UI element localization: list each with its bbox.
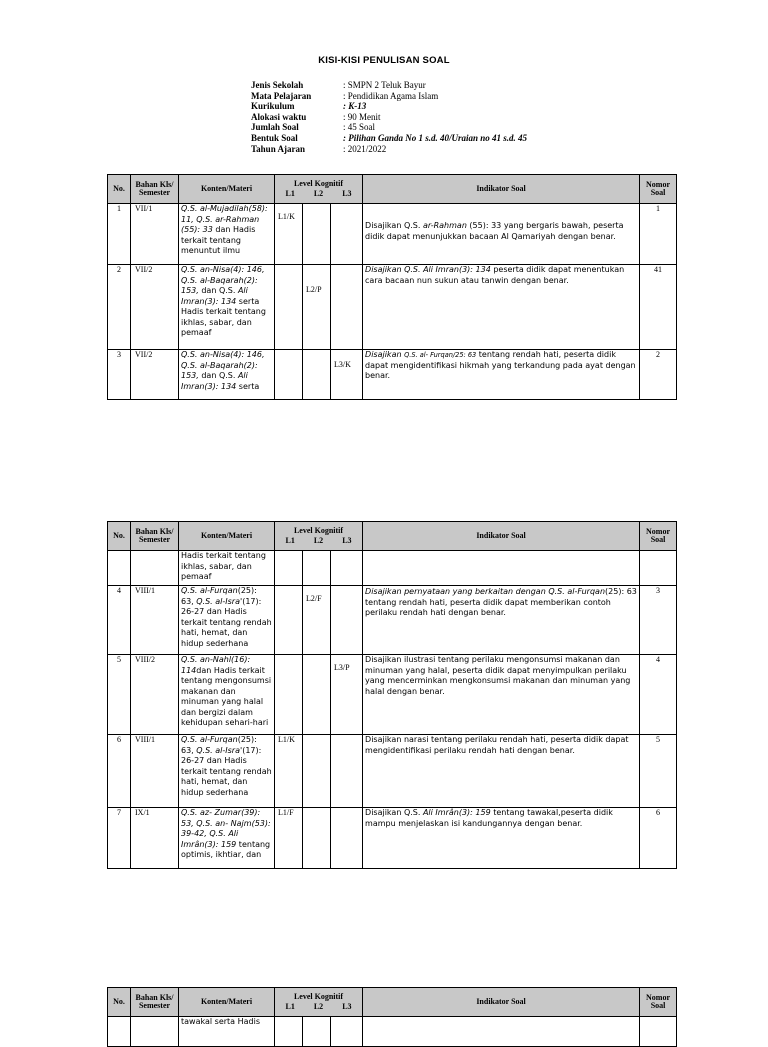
cell-indikator (363, 350, 640, 400)
header-no: No. (108, 522, 131, 551)
cell-kls: VII/2 (131, 350, 179, 400)
cell-l1 (275, 1017, 303, 1047)
table-row (108, 808, 677, 869)
cell-indikator: Disajikan ilustrasi tentang perilaku mengonsumsi makanan dan minuman yang halal, peserta didik dapat menyimpulkan perilaku yang mencerminkan mengkonsumsi makanan dan minuman yang halal dengan benar. (363, 655, 640, 735)
cell-indikator (363, 204, 640, 265)
cell-l2 (303, 1017, 331, 1047)
meta-label: Jenis Sekolah (251, 80, 304, 90)
cell-l1 (275, 350, 303, 400)
meta-label: Tahun Ajaran (251, 143, 305, 154)
header-l2: L2 (313, 535, 324, 545)
indikator-text: Disajikan (365, 350, 405, 359)
cell-indikator (363, 808, 640, 869)
meta-row-alokasi-waktu (251, 112, 527, 123)
header-l2: L2 (313, 1001, 324, 1011)
konten-ref: Q.S. al-Furqan (181, 586, 238, 595)
meta-value: : Pendidikan Agama Islam (343, 90, 439, 101)
konten-ref: Q.S. an-Nisa(4): 146, Q.S. al-Baqarah(2): 153, (181, 350, 265, 380)
cell-no: 3 (108, 350, 131, 400)
cell-no (108, 1017, 131, 1047)
header-no: No. (108, 988, 131, 1017)
cell-l1 (275, 265, 303, 350)
cell-l1: L1/K (275, 735, 303, 808)
header-konten: Konten/Materi (179, 522, 275, 551)
konten-ref: Q.S. al-Isra' (196, 745, 243, 755)
header-level-kognitif (275, 175, 363, 204)
table-row (108, 265, 677, 350)
header-konten: Konten/Materi (179, 175, 275, 204)
meta-row-jumlah-soal (251, 122, 527, 133)
cell-no: 1 (108, 204, 131, 265)
indikator-text: Disajikan Q.S. (365, 808, 423, 817)
header-l2: L2 (313, 188, 324, 198)
cell-nomor: 4 (640, 655, 677, 735)
table-row (108, 204, 677, 265)
meta-row-jenis-sekolah (251, 80, 527, 91)
cell-l3 (331, 808, 363, 869)
meta-row-mata-pelajaran (251, 91, 527, 102)
cell-l2 (303, 735, 331, 808)
cell-kls (131, 1017, 179, 1047)
cell-no: 5 (108, 655, 131, 735)
konten-ref: Ali Imran(3): 134 (181, 371, 248, 391)
header-l3: L3 (342, 188, 352, 198)
cell-konten: tawakal serta Hadis (179, 1017, 275, 1047)
kisi-table-2 (107, 521, 677, 869)
header-level-label: Level Kognitif (293, 179, 344, 188)
cell-konten (179, 265, 275, 350)
konten-ref: Q.S. an-Nahl(16): 114 (181, 655, 251, 675)
indikator-text: Disajikan Q.S. (365, 221, 423, 230)
cell-konten: Hadis terkait tentang ikhlas, sabar, dan pemaaf (179, 551, 275, 586)
cell-no: 2 (108, 265, 131, 350)
document-meta (251, 80, 527, 154)
cell-kls: VIII/2 (131, 655, 179, 735)
header-no: No. (108, 175, 131, 204)
cell-nomor (640, 551, 677, 586)
cell-kls: VII/1 (131, 204, 179, 265)
konten-ref: Q.S. al-Furqan (181, 735, 238, 744)
header-l1: L1 (285, 535, 295, 545)
document-title: KISI-KISI PENULISAN SOAL (318, 55, 450, 66)
cell-l3 (331, 551, 363, 586)
indikator-ref: Ali Imrân(3): 159 (422, 808, 491, 817)
header-l1: L1 (285, 188, 295, 198)
meta-row-kurikulum (251, 101, 527, 112)
cell-nomor: 6 (640, 808, 677, 869)
meta-label: Jumlah Soal (251, 122, 299, 133)
cell-l2: L2/P (303, 265, 331, 350)
header-indikator: Indikator Soal (363, 522, 640, 551)
meta-value: : SMPN 2 Teluk Bayur (343, 80, 426, 90)
konten-text: (17): 26-27 dan Hadis terkait tentang rendah hati, hemat, dan hidup sederhana (181, 745, 272, 797)
meta-label: Kurikulum (251, 101, 295, 112)
cell-l3: L3/P (331, 655, 363, 735)
konten-ref: Q.S. al-Isra' (196, 596, 243, 606)
indikator-text: peserta didik dapat menentukan cara bacaan nun sukun atau tanwin dengan benar. (365, 265, 625, 285)
konten-text: dan Q.S. (198, 286, 238, 295)
cell-nomor: 2 (640, 350, 677, 400)
meta-value: : 2021/2022 (343, 143, 387, 154)
cell-nomor: 3 (640, 586, 677, 655)
meta-label: Bentuk Soal (251, 132, 298, 143)
table-row (108, 350, 677, 400)
header-nomor-soal: Nomor Soal (640, 522, 677, 551)
konten-text: dan Q.S. (198, 371, 238, 380)
indikator-ref: Q.S. al- Furqan/25: 63 (404, 351, 477, 359)
cell-kls: IX/1 (131, 808, 179, 869)
header-level-label: Level Kognitif (293, 526, 344, 535)
cell-l1 (275, 551, 303, 586)
cell-kls (131, 551, 179, 586)
table-header-row (108, 175, 677, 204)
cell-nomor: 5 (640, 735, 677, 808)
header-level-kognitif (275, 988, 363, 1017)
header-nomor-soal: Nomor Soal (640, 988, 677, 1017)
cell-kls: VIII/1 (131, 735, 179, 808)
cell-l3 (331, 204, 363, 265)
header-konten: Konten/Materi (179, 988, 275, 1017)
konten-ref: Q.S. an-Nisa(4): 146, Q.S. al-Baqarah(2): 153, (181, 265, 265, 295)
meta-row-bentuk-soal (251, 133, 527, 144)
cell-l2: L2/F (303, 586, 331, 655)
table-header-row (108, 988, 677, 1017)
cell-indikator: Disajikan narasi tentang perilaku rendah hati, peserta didik dapat mengidentifikasi perilaku rendah hati dengan benar. (363, 735, 640, 808)
cell-l2 (303, 350, 331, 400)
header-indikator: Indikator Soal (363, 988, 640, 1017)
kisi-table-3 (107, 987, 677, 1047)
cell-indikator (363, 586, 640, 655)
indikator-text: (55): 33 yang bergaris bawah, peserta didik dapat menunjukkan bacaan Al Qamariyah dengan benar. (365, 221, 624, 241)
table-row (108, 735, 677, 808)
cell-kls: VIII/1 (131, 586, 179, 655)
cell-l3 (331, 1017, 363, 1047)
cell-konten (179, 350, 275, 400)
konten-text: tentang optimis, ikhtiar, dan (181, 839, 271, 859)
meta-label: Alokasi waktu (251, 111, 307, 122)
konten-ref: Q.S. al-Mujadilah(58): 11, Q.S. ar-Rahman (55): 33 (181, 204, 268, 234)
meta-value: : 90 Menit (343, 111, 381, 122)
table-row (108, 655, 677, 735)
header-bahan-kls: Bahan Kls/ Semester (131, 522, 179, 551)
konten-text: (25): 63, (181, 735, 257, 755)
header-l1: L1 (285, 1001, 295, 1011)
cell-konten (179, 655, 275, 735)
cell-no: 6 (108, 735, 131, 808)
header-nomor-soal: Nomor Soal (640, 175, 677, 204)
cell-indikator (363, 265, 640, 350)
konten-ref: Q.S. az- Zumar(39): 53, Q.S. an- Najm(53): 39-42, Q.S. Ali Imrân(3): 159 (181, 808, 271, 849)
cell-l2 (303, 655, 331, 735)
cell-l3 (331, 265, 363, 350)
cell-kls: VII/2 (131, 265, 179, 350)
cell-l2 (303, 204, 331, 265)
header-level-label: Level Kognitif (293, 992, 344, 1001)
konten-ref: Ali Imran(3): 134 (181, 286, 248, 306)
cell-no: 4 (108, 586, 131, 655)
table-row (108, 586, 677, 655)
konten-text: serta Hadis terkait tentang ikhlas, sabar, dan pemaaf (181, 296, 266, 337)
table-row (108, 1017, 677, 1047)
indikator-ref: Disajikan Q.S. Ali Imran(3): 134 (365, 265, 491, 274)
header-l3: L3 (342, 535, 352, 545)
cell-indikator (363, 551, 640, 586)
header-indikator: Indikator Soal (363, 175, 640, 204)
meta-value: : Pilihan Ganda No 1 s.d. 40/Uraian no 41 s.d. 45 (343, 132, 528, 143)
cell-konten (179, 808, 275, 869)
table-row (108, 551, 677, 586)
cell-no (108, 551, 131, 586)
cell-nomor (640, 1017, 677, 1047)
indikator-ref: ar-Rahman (422, 221, 467, 230)
indikator-ref: Disajikan pernyataan yang berkaitan dengan Q.S. al-Furqan (365, 587, 606, 596)
header-level-kognitif (275, 522, 363, 551)
kisi-table-1 (107, 174, 677, 400)
cell-l3: L3/K (331, 350, 363, 400)
header-l3: L3 (342, 1001, 352, 1011)
cell-l2 (303, 551, 331, 586)
cell-l1 (275, 655, 303, 735)
cell-no: 7 (108, 808, 131, 869)
header-bahan-kls: Bahan Kls/ Semester (131, 175, 179, 204)
cell-nomor: 1 (640, 204, 677, 265)
cell-l2 (303, 808, 331, 869)
indikator-text: tentang tawakal,peserta didik mampu menjelaskan isi kandungannya dengan benar. (365, 808, 613, 828)
cell-nomor: 41 (640, 265, 677, 350)
cell-konten (179, 735, 275, 808)
cell-l1: L1/K (275, 204, 303, 265)
table-header-row (108, 522, 677, 551)
konten-text: (17): 26-27 dan Hadis terkait tentang rendah hati, hemat, dan hidup sederhana (181, 596, 272, 648)
meta-value: : K-13 (343, 101, 367, 112)
konten-text: serta (236, 381, 260, 391)
cell-konten (179, 586, 275, 655)
indikator-text: tentang rendah hati, peserta didik dapat mengidentifikasi hikmah yang terkandung pada ayat dengan benar. (365, 350, 636, 380)
cell-konten (179, 204, 275, 265)
meta-row-tahun-ajaran (251, 144, 527, 155)
cell-l1: L1/F (275, 808, 303, 869)
indikator-text: (25): 63 tentang rendah hati, peserta didik dapat memberikan contoh perilaku rendah hati dengan benar. (365, 587, 637, 617)
header-bahan-kls: Bahan Kls/ Semester (131, 988, 179, 1017)
konten-text: (25): 63, (181, 586, 257, 606)
meta-label: Mata Pelajaran (251, 90, 312, 101)
cell-l1 (275, 586, 303, 655)
konten-text: dan Hadis terkait tentang menuntut ilmu (181, 225, 256, 255)
konten-text: dan Hadis terkait tentang mengonsumsi makanan dan minuman yang halal dan bergizi dalam kehidupan sehari-hari (181, 665, 272, 727)
cell-l3 (331, 735, 363, 808)
cell-l3 (331, 586, 363, 655)
meta-value: : 45 Soal (343, 122, 376, 133)
cell-indikator (363, 1017, 640, 1047)
